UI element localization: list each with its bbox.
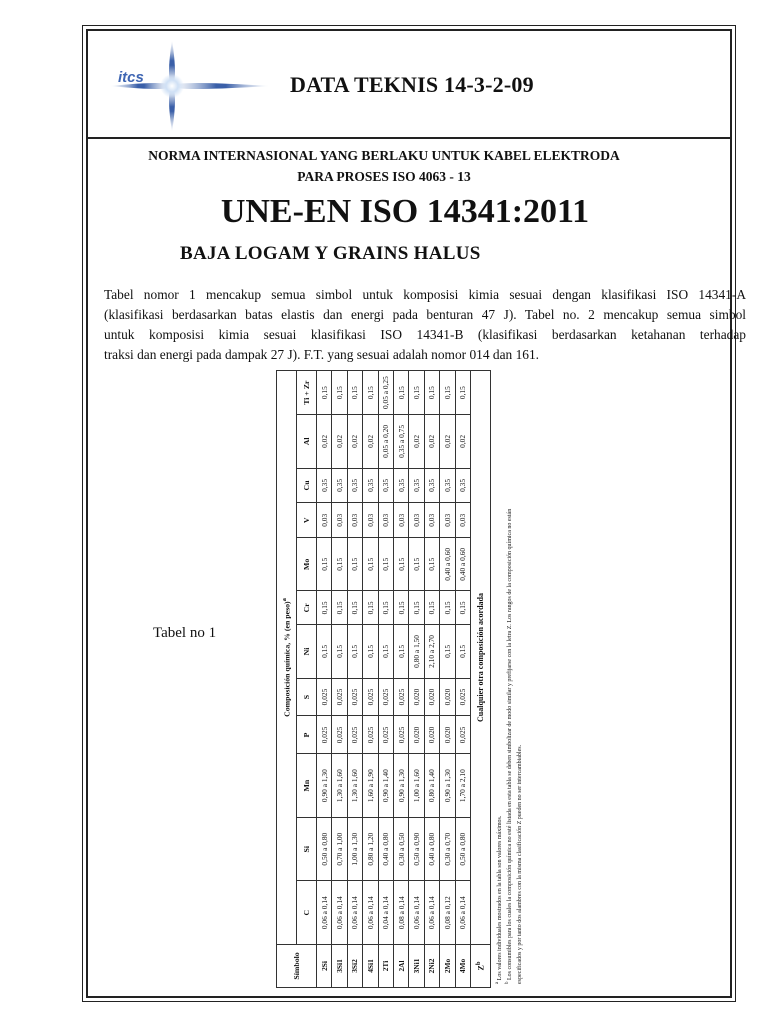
column-header: Al <box>297 415 317 468</box>
table-cell: 0,15 <box>440 625 455 678</box>
table-cell: 0,35 <box>393 468 408 503</box>
table-cell: 0,03 <box>317 503 332 538</box>
table-cell: 0,03 <box>347 503 362 538</box>
table-cell: 0,15 <box>317 625 332 678</box>
table-cell: 0,15 <box>409 371 424 415</box>
table-cell: 0,80 a 1,20 <box>363 817 378 881</box>
table-cell: 0,06 a 0,14 <box>363 881 378 945</box>
table-cell: 0,40 a 0,80 <box>378 817 393 881</box>
table-cell: 0,025 <box>393 678 408 716</box>
logo-text: itcs <box>118 69 144 86</box>
table-cell: 0,15 <box>378 538 393 591</box>
footnote: $^a$ Los valores individuales mostrados en la tabla son valores máximos. <box>495 815 503 984</box>
table-cell: 0,020 <box>424 678 439 716</box>
table-cell: 2,10 a 2,70 <box>424 625 439 678</box>
table-cell: 0,03 <box>424 503 439 538</box>
table-cell: 0,025 <box>455 678 470 716</box>
table-cell: 0,03 <box>440 503 455 538</box>
table-cell: 0,90 a 1,30 <box>317 754 332 818</box>
symbol-cell: 2Mo <box>440 944 455 987</box>
table-row <box>440 371 455 988</box>
table-cell: 0,15 <box>347 625 362 678</box>
table-row <box>363 371 378 988</box>
table-cell: 0,15 <box>363 625 378 678</box>
table-cell: 0,35 <box>317 468 332 503</box>
table-cell: 0,05 a 0,20 <box>378 415 393 468</box>
table-cell: 0,025 <box>378 678 393 716</box>
table-cell: 0,35 <box>455 468 470 503</box>
column-header: Si <box>297 817 317 881</box>
table-cell: 0,025 <box>378 716 393 754</box>
column-header: Cu <box>297 468 317 503</box>
table-cell: 0,90 a 1,30 <box>440 754 455 818</box>
table-cell: 0,15 <box>393 591 408 625</box>
table-cell: 0,02 <box>347 415 362 468</box>
table-cell: 0,35 <box>409 468 424 503</box>
table-cell: 0,15 <box>378 625 393 678</box>
table-cell: 0,02 <box>317 415 332 468</box>
table-cell: 0,025 <box>347 678 362 716</box>
table-cell: 0,03 <box>455 503 470 538</box>
table-cell: 0,40 a 0,60 <box>440 538 455 591</box>
table-cell: 0,02 <box>332 415 347 468</box>
table-cell: 1,00 a 1,30 <box>347 817 362 881</box>
table-row <box>455 371 470 988</box>
table-cell: 0,40 a 0,80 <box>424 817 439 881</box>
table-cell: 0,05 a 0,25 <box>378 371 393 415</box>
symbol-cell: 4Mo <box>455 944 470 987</box>
column-header: C <box>297 881 317 945</box>
table-cell: 0,06 a 0,14 <box>332 881 347 945</box>
table-cell: 0,025 <box>332 716 347 754</box>
table-cell: 0,30 a 0,50 <box>393 817 408 881</box>
table-cell: 0,025 <box>347 716 362 754</box>
standard-title: UNE-EN ISO 14341:2011 <box>220 193 590 230</box>
table-cell: 0,020 <box>424 716 439 754</box>
symbol-cell: 2Ni2 <box>424 944 439 987</box>
column-header: Ti + Zr <box>297 371 317 415</box>
symbol-header: Símbolo <box>277 944 317 987</box>
table-row <box>378 371 393 988</box>
table-cell: 1,60 a 1,90 <box>363 754 378 818</box>
table-cell: 0,15 <box>363 591 378 625</box>
table-row-z <box>470 371 490 988</box>
table-cell: 0,06 a 0,14 <box>409 881 424 945</box>
table-cell: 0,02 <box>363 415 378 468</box>
table-cell: 0,020 <box>440 716 455 754</box>
table-cell: 0,35 a 0,75 <box>393 415 408 468</box>
table-cell: 0,03 <box>378 503 393 538</box>
composition-group-header: Composición química, % (en peso)$^a$ <box>277 371 297 945</box>
table-cell: 0,020 <box>409 716 424 754</box>
table-cell: 0,03 <box>363 503 378 538</box>
table-cell: 0,025 <box>363 716 378 754</box>
table-cell: 0,90 a 1,40 <box>378 754 393 818</box>
table-cell: 0,70 a 1,00 <box>332 817 347 881</box>
table-cell: 0,15 <box>424 591 439 625</box>
table-cell: 0,15 <box>317 371 332 415</box>
symbol-cell: 2Al <box>393 944 408 987</box>
table-cell: 0,15 <box>332 371 347 415</box>
table-cell: 0,35 <box>378 468 393 503</box>
table-cell: 0,30 a 0,70 <box>440 817 455 881</box>
table-cell: 0,06 a 0,14 <box>347 881 362 945</box>
intro-paragraph <box>104 285 746 365</box>
table-cell: 0,15 <box>363 371 378 415</box>
column-header: Cr <box>297 591 317 625</box>
table-cell: 0,15 <box>440 591 455 625</box>
column-header: V <box>297 503 317 538</box>
table-cell: 0,15 <box>455 371 470 415</box>
symbol-cell: 4Si1 <box>363 944 378 987</box>
table-row <box>347 371 362 988</box>
table-cell: 0,80 a 1,50 <box>409 625 424 678</box>
table-cell: 0,15 <box>409 591 424 625</box>
footnote: especificados y por tanto dos alambres con la misma clasificación Z pueden no ser intercambiables. <box>517 744 523 984</box>
table-cell: 0,15 <box>347 371 362 415</box>
composition-table <box>276 370 491 988</box>
table-cell: 1,00 a 1,60 <box>409 754 424 818</box>
table-cell: 0,35 <box>363 468 378 503</box>
table-cell: 0,02 <box>440 415 455 468</box>
table-cell: 0,02 <box>455 415 470 468</box>
table-cell: 0,06 a 0,14 <box>455 881 470 945</box>
symbol-cell: 3Si1 <box>332 944 347 987</box>
table-cell: 0,02 <box>409 415 424 468</box>
table-cell: 0,06 a 0,14 <box>317 881 332 945</box>
table-cell: 0,08 a 0,14 <box>393 881 408 945</box>
column-header: Mo <box>297 538 317 591</box>
norm-heading-line1: NORMA INTERNASIONAL YANG BERLAKU UNTUK KABEL ELEKTRODA <box>148 148 620 163</box>
table-cell: 0,025 <box>455 716 470 754</box>
rotated-table-container <box>276 370 550 988</box>
symbol-cell: 2Si <box>317 944 332 987</box>
symbol-cell: $Z^b$ <box>470 944 490 987</box>
table-cell: 0,08 a 0,12 <box>440 881 455 945</box>
table-cell: 0,03 <box>393 503 408 538</box>
table-cell: 0,40 a 0,60 <box>455 538 470 591</box>
paragraph-line: traksi dan energi pada dampak 27 J). F.T. yang sesuai adalah nomor 014 dan 161. <box>104 347 540 362</box>
column-header: S <box>297 678 317 716</box>
table-cell: 0,020 <box>440 678 455 716</box>
symbol-cell: 2Ti <box>378 944 393 987</box>
table-cell: 1,30 a 1,60 <box>347 754 362 818</box>
table-cell: 0,02 <box>424 415 439 468</box>
table-cell: 0,50 a 0,90 <box>409 817 424 881</box>
table-cell: 0,15 <box>393 625 408 678</box>
table-cell: 0,03 <box>409 503 424 538</box>
table-cell: 0,50 a 0,80 <box>317 817 332 881</box>
table-cell: 0,025 <box>317 678 332 716</box>
table-row <box>332 371 347 988</box>
table-cell: 0,025 <box>317 716 332 754</box>
table-row <box>317 371 332 988</box>
table-cell: 0,15 <box>332 538 347 591</box>
z-row-text: Cualquier otra composición acordada <box>470 371 490 945</box>
table-row <box>409 371 424 988</box>
table-cell: 0,03 <box>332 503 347 538</box>
table-cell: 0,15 <box>393 538 408 591</box>
table-cell: 0,15 <box>455 591 470 625</box>
column-header: Ni <box>297 625 317 678</box>
table-cell: 0,15 <box>332 591 347 625</box>
table-cell: 0,025 <box>393 716 408 754</box>
paragraph-line: (klasifikasi berdasarkan batas elastis dan energi pada benturan 47 J). Tabel no. 2 mencakup semua simbol <box>104 307 746 322</box>
table-cell: 0,35 <box>424 468 439 503</box>
table-cell: 0,15 <box>317 591 332 625</box>
table-cell: 0,15 <box>424 371 439 415</box>
table-caption: Tabel no 1 <box>153 625 217 641</box>
table-cell: 0,35 <box>332 468 347 503</box>
table-cell: 0,15 <box>363 538 378 591</box>
norm-heading-line2: PARA PROSES ISO 4063 - 13 <box>297 169 471 184</box>
document-title: DATA TEKNIS 14-3-2-09 <box>290 72 534 97</box>
table-cell: 0,06 a 0,14 <box>424 881 439 945</box>
table-cell: 0,15 <box>317 538 332 591</box>
table-cell: 0,15 <box>347 591 362 625</box>
table-cell: 0,15 <box>378 591 393 625</box>
table-cell: 0,020 <box>409 678 424 716</box>
table-cell: 1,70 a 2,10 <box>455 754 470 818</box>
table-cell: 0,15 <box>440 371 455 415</box>
table-cell: 0,04 a 0,14 <box>378 881 393 945</box>
paragraph-line: untuk komposisi kimia sesuai klasifikasi ISO 14341-B (klasifikasi berdasarkan ketahanan terhadap <box>104 327 746 342</box>
table-cell: 0,15 <box>332 625 347 678</box>
paragraph-line: Tabel nomor 1 mencakup semua simbol untuk komposisi kimia sesuai dengan klasifikasi ISO 14341-A <box>104 287 746 302</box>
table-cell: 0,15 <box>424 538 439 591</box>
column-header: P <box>297 716 317 754</box>
table-cell: 0,15 <box>455 625 470 678</box>
table-cell: 0,025 <box>363 678 378 716</box>
table-cell: 0,025 <box>332 678 347 716</box>
table-row <box>393 371 408 988</box>
table-cell: 0,15 <box>409 538 424 591</box>
table-cell: 0,50 a 0,80 <box>455 817 470 881</box>
footnote: $^b$ Los consumibles para los cuales la composición química no esté listada en esta tabla se deben simbolizar de modo similar y prefijarse con la letra Z. Los rangos de la composición química no están <box>505 508 513 984</box>
table-cell: 0,35 <box>347 468 362 503</box>
table-footnotes <box>494 374 524 984</box>
subtitle: BAJA LOGAM Y GRAINS HALUS <box>180 243 481 264</box>
symbol-cell: 3Si2 <box>347 944 362 987</box>
table-cell: 0,15 <box>393 371 408 415</box>
rotated-table <box>276 370 550 988</box>
column-header: Mn <box>297 754 317 818</box>
table-row <box>424 371 439 988</box>
header-divider <box>86 137 732 139</box>
table-cell: 0,90 a 1,30 <box>393 754 408 818</box>
table-cell: 0,80 a 1,40 <box>424 754 439 818</box>
symbol-cell: 3Ni1 <box>409 944 424 987</box>
table-cell: 0,35 <box>440 468 455 503</box>
company-logo <box>110 40 270 132</box>
table-cell: 0,15 <box>347 538 362 591</box>
table-cell: 1,30 a 1,60 <box>332 754 347 818</box>
